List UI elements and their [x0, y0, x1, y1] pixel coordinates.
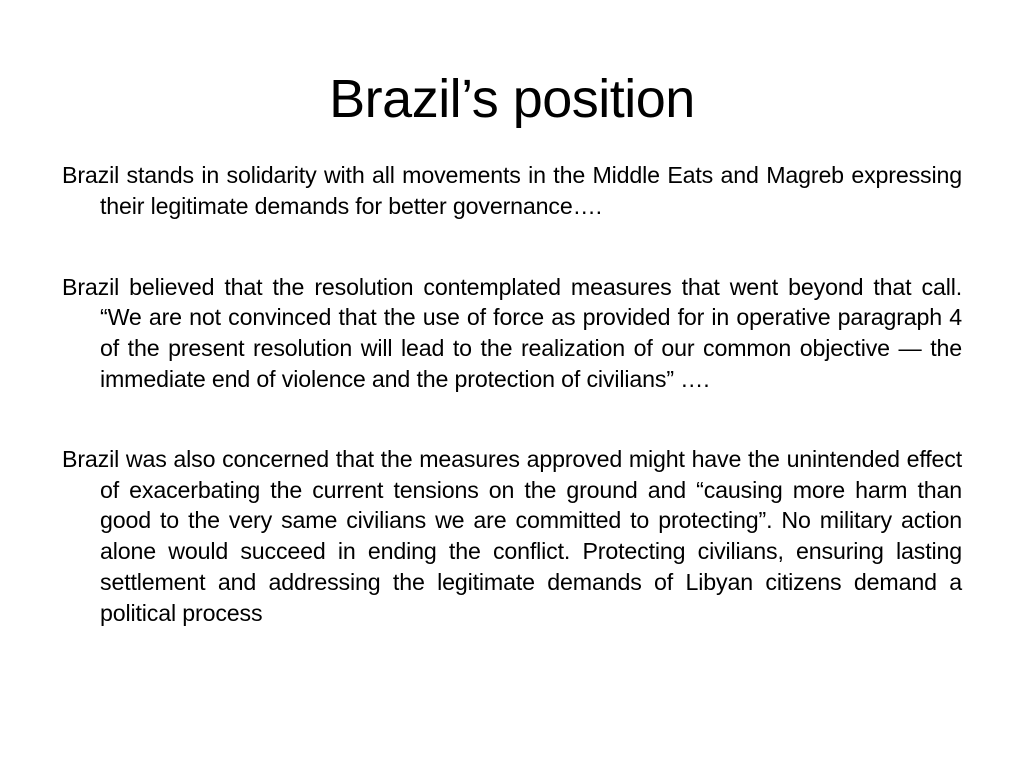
slide-body — [62, 160, 962, 629]
paragraph-resolution-concerns: Brazil believed that the resolution contemplated measures that went beyond that call. “We are not convinced that the use of force as provided for in operative paragraph 4 of the present resolution will lead to the realization of our common objective — the immediate end of violence and the protection of civilians” …. — [62, 273, 962, 392]
slide-title: Brazil’s position — [329, 69, 695, 129]
paragraph-political-process: Brazil was also concerned that the measures approved might have the unintended effect of exacerbating the current tensions on the ground and “causing more harm than good to the very same civilians we are committed to protecting”. No military action alone would succeed in ending the conflict. Protecting civilians, ensuring lasting settlement and addressing the legitimate demands of Libyan citizens demand a political process — [62, 445, 962, 626]
paragraph-solidarity: Brazil stands in solidarity with all movements in the Middle Eats and Magreb expressing their legitimate demands for better governance…. — [62, 162, 962, 219]
